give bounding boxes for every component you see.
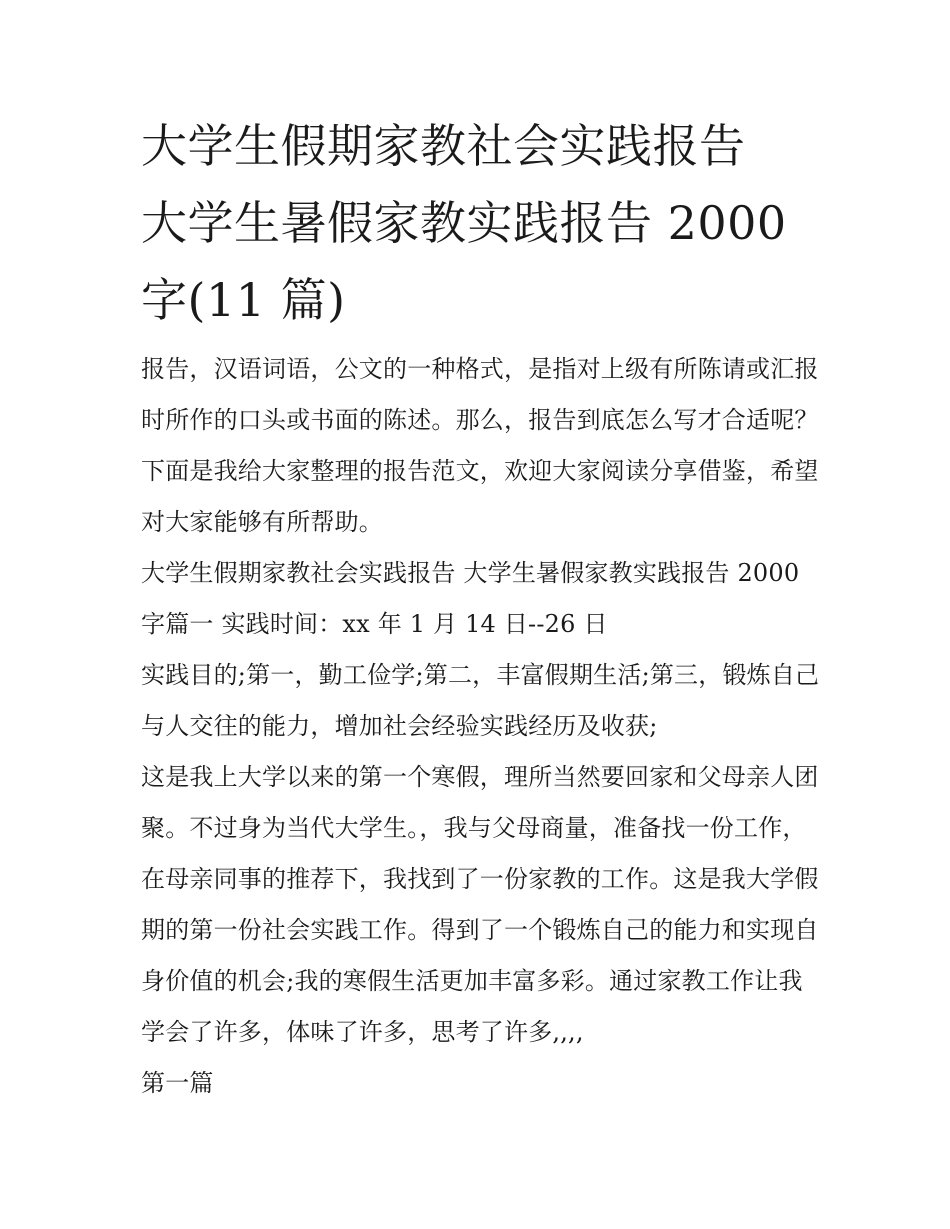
body-paragraph: 这是我上大学以来的第一个寒假，理所当然要回家和父母亲人团聚。不过身为当代大学生。，我与父母商量，准备找一份工作，在母亲同事的推荐下，我找到了一份家教的工作。这是我大学假期的第一份社会实践工作。得到了一个锻炼自己的能力和实现自身价值的机会;我的寒假生活更加丰富多彩。通过家教工作让我学会了许多，体味了许多，思考了许多,,,, bbox=[141, 763, 819, 1046]
document-body bbox=[141, 108, 821, 1109]
practice-time-paragraph: 大学生假期家教社会实践报告 大学生暑假家教实践报告 2000字篇一 实践时间：xx 年 1 月 14 日--26 日 bbox=[141, 559, 800, 638]
title-line-1: 大学生假期家教社会实践报告 bbox=[141, 119, 746, 173]
title-line-2: 大学生暑假家教实践报告 2000 bbox=[141, 196, 787, 250]
section-heading: 第一篇 bbox=[141, 1069, 214, 1097]
practice-purpose-paragraph: 实践目的;第一，勤工俭学;第二，丰富假期生活;第三，锻炼自己与人交往的能力，增加社会经验实践经历及收获; bbox=[141, 661, 820, 740]
intro-paragraph: 报告，汉语词语，公文的一种格式，是指对上级有所陈请或汇报时所作的口头或书面的陈述。那么，报告到底怎么写才合适呢？下面是我给大家整理的报告范文，欢迎大家阅读分享借鉴，希望对大家能够有所帮助。 bbox=[141, 355, 819, 536]
title-line-3: 字(11 篇) bbox=[141, 273, 346, 327]
document-title bbox=[141, 108, 821, 339]
